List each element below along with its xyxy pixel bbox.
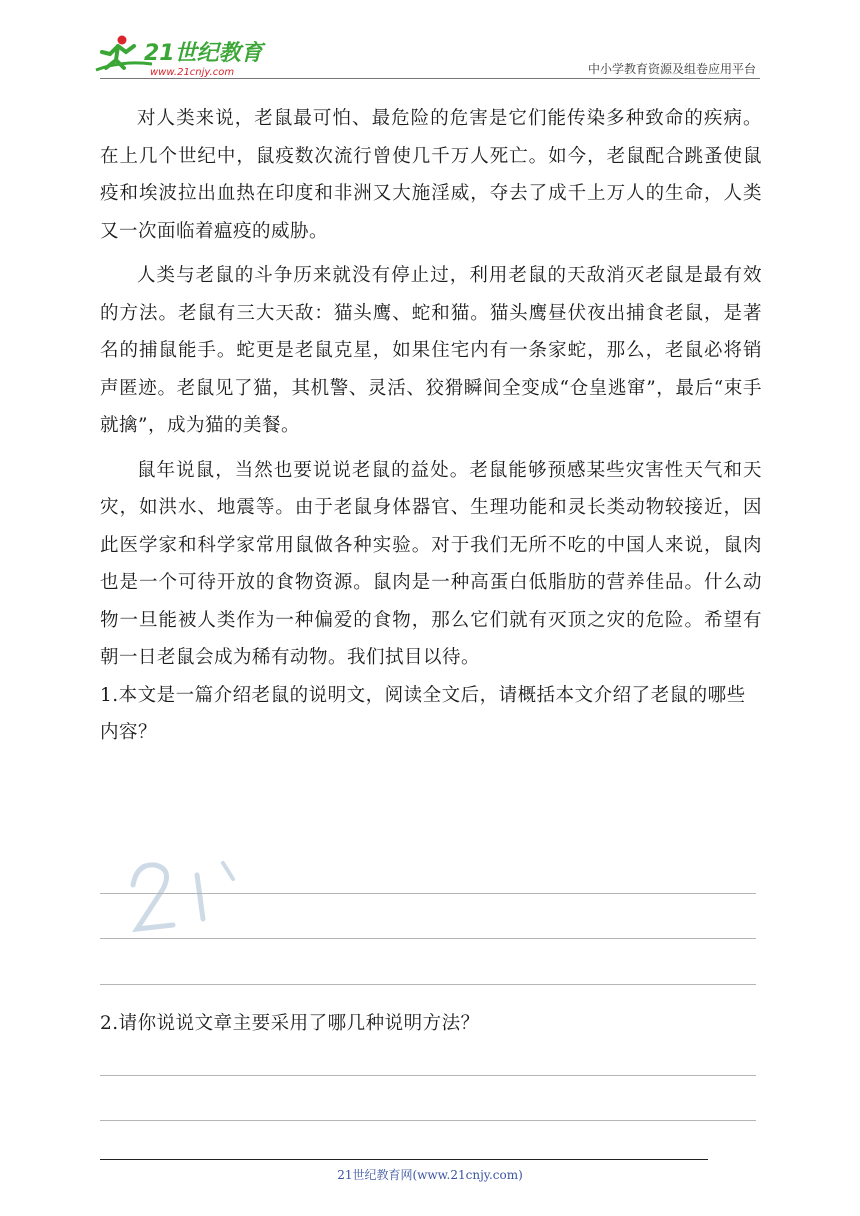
question-1: 1.本文是一篇介绍老鼠的说明文，阅读全文后，请概括本文介绍了老鼠的哪些内容？ — [100, 684, 746, 743]
platform-name: 中小学教育资源及组卷应用平台 — [587, 62, 756, 76]
logo-url: www.21cnjy.com — [150, 67, 235, 78]
paragraph-2: 人类与老鼠的斗争历来就没有停止过，利用老鼠的天敌消灭老鼠是最有效的方法。老鼠有三大天敌：猫头鹰、蛇和猫。猫头鹰昼伏夜出捕食老鼠，是著名的捕鼠能手。蛇更是老鼠克星，如果住宅内有一条家蛇，那么，老鼠必将销声匿迹。老鼠见了猫，其机警、灵活、狡猾瞬间全变成“仓皇逃窜”，最后“束手就擒”，成为猫的美餐。 — [100, 265, 762, 436]
watermark-icon — [115, 855, 265, 935]
logo — [92, 30, 272, 82]
paragraph-3: 鼠年说鼠，当然也要说说老鼠的益处。老鼠能够预感某些灾害性天气和天灾，如洪水、地震等。由于老鼠身体器官、生理功能和灵长类动物较接近，因此医学家和科学家常用鼠做各种实验。对于我们无所不吃的中国人来说，鼠肉也是一个可待开放的食物资源。鼠肉是一种高蛋白低脂肪的营养佳品。什么动物一旦能被人类作为一种偏爱的食物，那么它们就有灭顶之灾的危险。希望有朝一日老鼠会成为稀有动物。我们拭目以待。 — [100, 459, 762, 668]
answer-line[interactable] — [100, 1075, 756, 1076]
question-2: 2.请你说说文章主要采用了哪几种说明方法？ — [100, 1013, 480, 1034]
footer-text: 21世纪教育网(www.21cnjy.com) — [337, 1168, 523, 1182]
answer-line[interactable] — [100, 938, 756, 939]
logo-text: 21世纪教育 — [144, 41, 263, 66]
answer-line[interactable] — [100, 1120, 756, 1121]
footer-divider — [100, 1159, 708, 1160]
answer-line[interactable] — [100, 893, 756, 894]
article-body — [100, 100, 762, 752]
paragraph-1: 对人类来说，老鼠最可怕、最危险的危害是它们能传染多种致命的疾病。在上几个世纪中，鼠疫数次流行曾使几千万人死亡。如今，老鼠配合跳蚤使鼠疫和埃波拉出血热在印度和非洲又大施淫威，夺去了成千上万人的生命，人类又一次面临着瘟疫的威胁。 — [100, 108, 762, 242]
answer-line[interactable] — [100, 984, 756, 985]
header-divider — [100, 78, 760, 79]
